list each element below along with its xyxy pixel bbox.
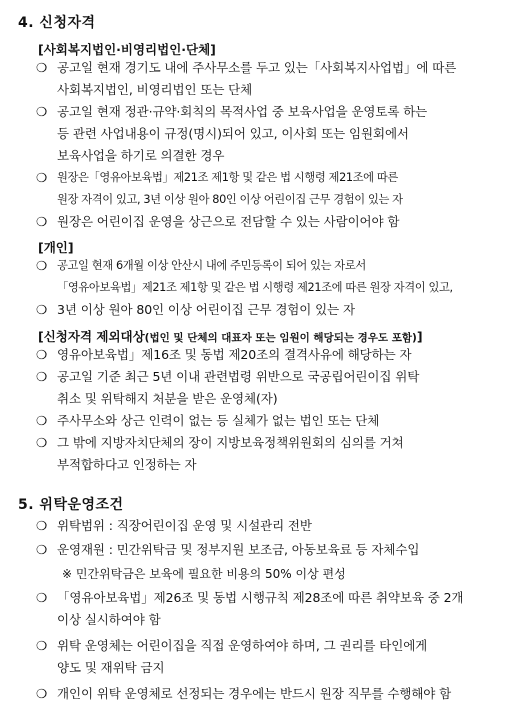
list-item xyxy=(36,410,498,432)
circle-bullet-icon: ❍ xyxy=(36,369,48,384)
section-5-title: 5. 위탁운영조건 xyxy=(18,497,124,513)
circle-bullet-icon: ❍ xyxy=(36,638,48,653)
list-item-text: 공고일 현재 6개월 이상 안산시 내에 주민등록이 되어 있는 자로서 「영유아보육법」제21조 제1항 및 같은 법 시행령 제21조에 따른 원장 자격이 있고, xyxy=(57,259,453,294)
circle-bullet-icon: ❍ xyxy=(36,518,48,533)
list-item xyxy=(36,211,498,233)
list-item xyxy=(36,515,498,537)
list-item xyxy=(36,167,498,211)
circle-bullet-icon: ❍ xyxy=(36,214,48,229)
list-item xyxy=(36,635,498,679)
list-item-text: 「영유아보육법」제26조 및 동법 시행규칙 제28조에 따른 취약보육 중 2개 이상 실시하여야 함 xyxy=(57,590,464,627)
circle-bullet-icon: ❍ xyxy=(36,435,48,450)
subheading-exclusions-label: [신청자격 제외대상 xyxy=(38,329,145,344)
list-item-text: 공고일 현재 경기도 내에 주사무소를 두고 있는「사회복지사업법」에 따른 사회복지법인, 비영리법인 또는 단체 xyxy=(57,60,457,97)
subheading-exclusions-note: (법인 및 단체의 대표자 또는 임원이 해당되는 경우도 포함) xyxy=(144,332,417,344)
circle-bullet-icon: ❍ xyxy=(36,60,48,75)
list-item-text: 주사무소와 상근 인력이 없는 등 실체가 없는 법인 또는 단체 xyxy=(57,413,380,428)
funding-note: ※ 민간위탁금은 보육에 필요한 비용의 50% 이상 편성 xyxy=(62,567,346,581)
circle-bullet-icon: ❍ xyxy=(36,170,48,185)
list-item xyxy=(36,366,498,410)
circle-bullet-icon: ❍ xyxy=(36,686,48,701)
list-item-text: 3년 이상 원아 80인 이상 어린이집 근무 경험이 있는 자 xyxy=(57,302,355,317)
subheading-corporation: [사회복지법인·비영리법인·단체] xyxy=(38,42,216,57)
list-item xyxy=(36,344,498,366)
list-item-text: 위탁 운영체는 어린이집을 직접 운영하여야 하며, 그 권리를 타인에게 양도 및 재위탁 금지 xyxy=(57,638,428,675)
list-item xyxy=(36,432,498,476)
circle-bullet-icon: ❍ xyxy=(36,258,48,273)
list-item-text: 원장은「영유아보육법」제21조 제1항 및 같은 법 시행령 제21조에 따른 원장 자격이 있고, 3년 이상 원아 80인 이상 어린이집 근무 경험이 있는 자 xyxy=(57,171,403,206)
list-item-text: 운영재원 : 민간위탁금 및 정부지원 보조금, 아동보육료 등 자체수입 xyxy=(57,542,420,557)
list-item xyxy=(36,255,498,299)
list-item xyxy=(36,299,498,321)
list-item-text: 그 밖에 지방자치단체의 장이 지방보육정책위원회의 심의를 거쳐 부적합하다고 인정하는 자 xyxy=(57,435,404,472)
list-item xyxy=(36,101,498,167)
list-item-text: 위탁범위 : 직장어린이집 운영 및 시설관리 전반 xyxy=(57,518,312,533)
list-item-text: 공고일 기준 최근 5년 이내 관련법령 위반으로 국공립어린이집 위탁 취소 및 위탁해지 처분을 받은 운영체(자) xyxy=(57,369,420,406)
subheading-exclusions-end: ] xyxy=(416,329,423,344)
subheading-exclusions xyxy=(38,327,423,345)
subheading-individual: [개인] xyxy=(38,240,74,255)
list-item xyxy=(36,57,498,101)
circle-bullet-icon: ❍ xyxy=(36,347,48,362)
circle-bullet-icon: ❍ xyxy=(36,590,48,605)
list-item-text: 개인이 위탁 운영체로 선정되는 경우에는 반드시 원장 직무를 수행해야 함 xyxy=(57,686,452,701)
circle-bullet-icon: ❍ xyxy=(36,104,48,119)
list-item-text: 원장은 어린이집 운영을 상근으로 전담할 수 있는 사람이어야 함 xyxy=(57,214,400,229)
circle-bullet-icon: ❍ xyxy=(36,413,48,428)
list-item-text: 영유아보육법」제16조 및 동법 제20조의 결격사유에 해당하는 자 xyxy=(57,347,412,362)
circle-bullet-icon: ❍ xyxy=(36,542,48,557)
list-item xyxy=(36,683,498,705)
section-4-title: 4. 신청자격 xyxy=(18,15,96,31)
list-item-text: 공고일 현재 정관·규약·회칙의 목적사업 중 보육사업을 운영토록 하는 등 관련 사업내용이 규정(명시)되어 있고, 이사회 또는 임원회에서 보육사업을 하기로 의결한 경우 xyxy=(57,104,428,163)
circle-bullet-icon: ❍ xyxy=(36,302,48,317)
list-item xyxy=(36,539,498,561)
list-item xyxy=(36,587,498,631)
